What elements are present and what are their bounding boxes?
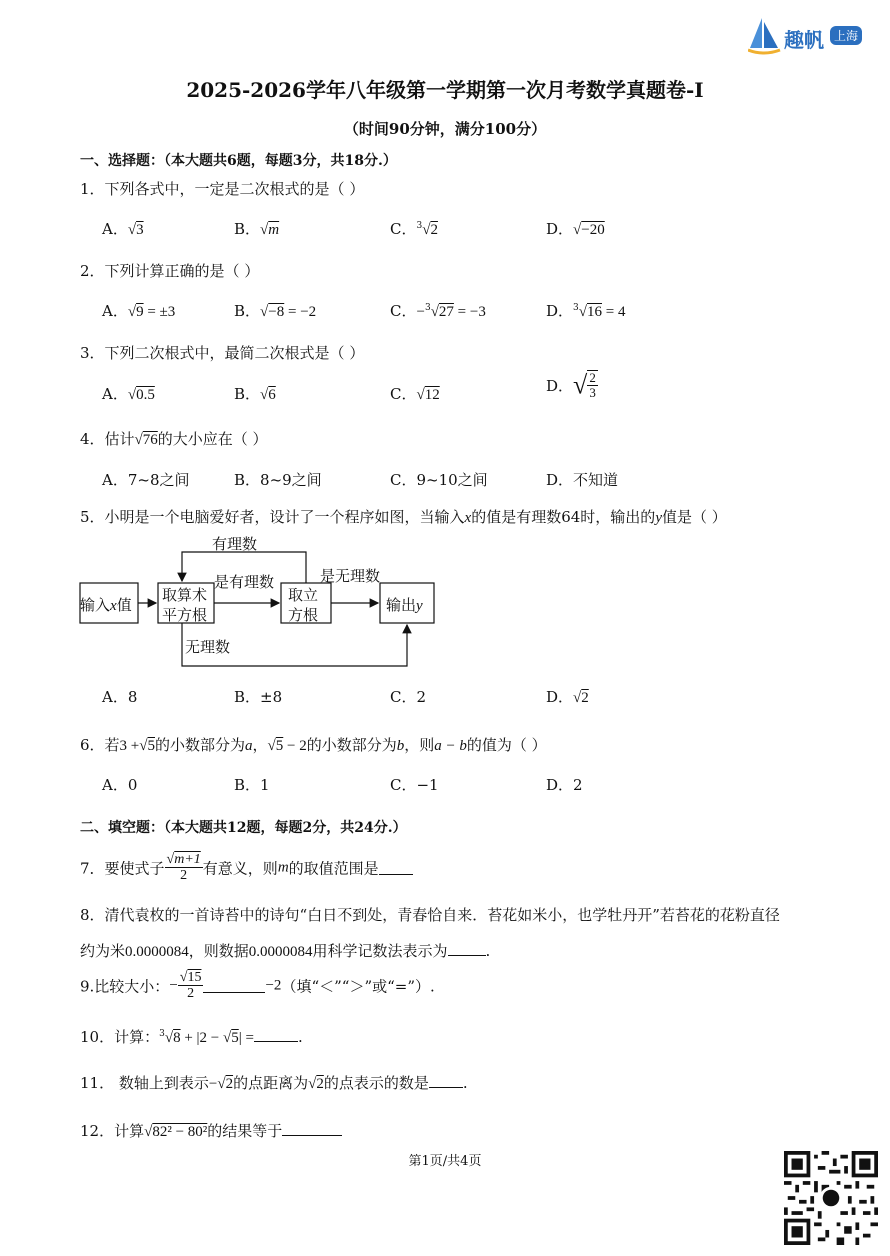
q1-option-d: D．√−20 [546, 220, 605, 238]
q2-option-c: C．−$^3$√27 = −3 [390, 302, 486, 320]
brand-logo [748, 16, 870, 56]
q3-option-b: B．√6 [234, 385, 276, 403]
question-6: 6．若3 +√5的小数部分为a，√5 − 2的小数部分为b，则a − b的值为（ ） [80, 736, 547, 754]
flow-rational-label: 是有理数 [214, 573, 275, 591]
qr-code-icon [784, 1151, 878, 1245]
q4-option-c: C．9~10之间 [390, 471, 488, 489]
q6-option-a: A．0 [102, 776, 138, 794]
program-flowchart [78, 530, 438, 670]
answer-blank[interactable] [429, 1073, 463, 1088]
q6-option-d: D．2 [546, 776, 583, 794]
q2-option-d: D．$^3$√16 = 4 [546, 302, 626, 320]
question-5: 5．小明是一个电脑爱好者，设计了一个程序如图，当输入x的值是有理数64时，输出的y值是（ ） [80, 508, 727, 526]
page-subtitle: （时间90分钟，满分100分） [343, 120, 547, 138]
page-footer: 第1页/共4页 [408, 1154, 482, 1169]
q3-option-a: A．√0.5 [102, 385, 155, 403]
question-8-line2: 约为米0.0000084，则数据0.0000084用科学记数法表示为 . [80, 942, 491, 960]
flow-cbrt-label: 取立 方根 [288, 586, 319, 624]
question-3: 3．下列二次根式中，最简二次根式是（ ） [80, 344, 365, 362]
q4-option-b: B．8~9之间 [234, 471, 322, 489]
q5-option-c: C．2 [390, 688, 427, 706]
answer-blank[interactable] [448, 941, 486, 956]
logo-text: 趣帆 [784, 28, 824, 52]
q3-option-d: D．√ $\frac{2}{3}$ [546, 370, 596, 401]
q5-option-b: B．±8 [234, 688, 283, 706]
question-11: 11． 数轴上到表示−√2的点距离为√2的点表示的数是 . [80, 1074, 468, 1092]
question-9: 9.比较大小：− $\frac{√15}{2}$ −2（填“＜”“＞”或“=”）. [80, 970, 435, 1002]
answer-blank[interactable] [254, 1027, 298, 1042]
q4-option-a: A．7~8之间 [102, 471, 190, 489]
q1-option-a: A．√3 [102, 220, 144, 238]
q1-option-b: B．√m [234, 220, 280, 238]
question-2: 2．下列计算正确的是（ ） [80, 262, 260, 280]
logo-badge: 上海 [830, 26, 862, 45]
q1-option-c: C．$^3$√2 [390, 220, 438, 238]
q2-option-b: B．√−8 = −2 [234, 302, 317, 320]
answer-blank[interactable] [282, 1121, 342, 1136]
flow-loop-label: 有理数 [212, 535, 258, 553]
flow-irrational-bottom-label: 无理数 [185, 638, 231, 656]
question-10: 10．计算：$^3$√8 + |2 − √5| = . [80, 1028, 303, 1046]
radical: √3 [127, 222, 144, 238]
q4-option-d: D．不知道 [546, 471, 619, 489]
answer-blank[interactable] [203, 978, 265, 993]
question-1: 1．下列各式中，一定是二次根式的是（ ） [80, 180, 365, 198]
flow-output-label: 输出y [386, 596, 423, 614]
section-heading-choice: 一、选择题：（本大题共6题，每题3分，共18分.） [80, 153, 397, 169]
question-4: 4．估计√76的大小应在（ ） [80, 430, 268, 448]
q5-option-d: D．√2 [546, 688, 589, 706]
flow-sqrt-label: 取算术 平方根 [162, 586, 208, 624]
question-12: 12．计算√82² − 80²的结果等于 [80, 1120, 342, 1141]
q6-option-b: B．1 [234, 776, 270, 794]
flow-irrational-top-label: 是无理数 [320, 567, 381, 585]
q5-option-a: A．8 [102, 688, 138, 706]
answer-blank[interactable] [379, 860, 413, 875]
q2-option-a: A．√9 = ±3 [102, 302, 176, 320]
question-7: 7．要使式子 $\frac{√m+1}{2}$ 有意义，则m的取值范围是 [80, 852, 413, 884]
page-title: 2025-2026学年八年级第一学期第一次月考数学真题卷-Ⅰ [186, 78, 704, 102]
q3-option-c: C．√12 [390, 385, 440, 403]
question-8-line1: 8．清代袁枚的一首诗苔中的诗句“白日不到处，青春恰自来．苔花如米小，也学牡丹开”若苔花的花粉直径 [80, 906, 780, 924]
flow-input-label: 输入x值 [80, 596, 132, 614]
section-heading-fill: 二、填空题：（本大题共12题，每题2分，共24分.） [80, 820, 407, 836]
q6-option-c: C．−1 [390, 776, 439, 794]
